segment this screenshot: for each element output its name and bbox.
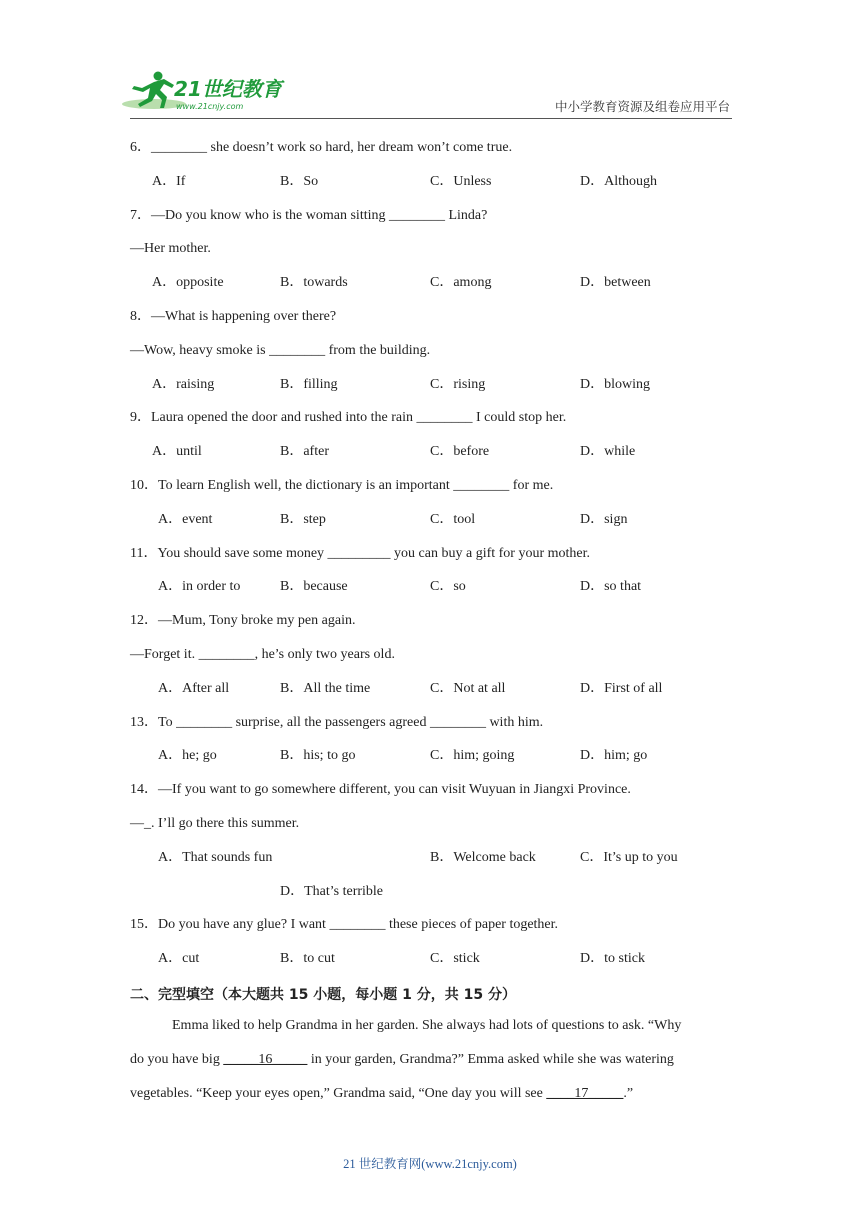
- option-b[interactable]: B．towards: [280, 275, 348, 291]
- dialog-line: —_. I’ll go there this summer.: [130, 816, 300, 831]
- blank-16: _____16_____: [223, 1052, 308, 1067]
- option-c[interactable]: C．so: [430, 579, 466, 595]
- question-stem: 12．—Mum, Tony broke my pen again.: [130, 613, 356, 629]
- option-d[interactable]: D．Although: [580, 173, 657, 189]
- option-c[interactable]: C．tool: [430, 511, 476, 527]
- option-c[interactable]: C．rising: [430, 376, 486, 392]
- passage-text: do you have big: [130, 1052, 224, 1067]
- passage-text: in your garden, Grandma?” Emma asked while she was watering: [307, 1052, 674, 1067]
- logo-subtext: www.21cnjy.com: [176, 102, 244, 111]
- option-a[interactable]: A．That sounds fun: [158, 849, 273, 865]
- question-stem: 11．You should save some money _________ you can buy a gift for your mother.: [130, 545, 591, 561]
- option-c[interactable]: C．Not at all: [430, 680, 506, 696]
- option-c[interactable]: C．stick: [430, 951, 480, 967]
- option-d[interactable]: D．to stick: [580, 951, 645, 967]
- question-stem: 13．To ________ surprise, all the passengers agreed ________ with him.: [130, 714, 544, 730]
- passage-line: [130, 1077, 732, 1111]
- option-b[interactable]: B．So: [280, 173, 319, 189]
- question-stem: 15．Do you have any glue? I want ________ these pieces of paper together.: [130, 917, 559, 933]
- option-c[interactable]: C．Unless: [430, 173, 492, 189]
- option-a[interactable]: A．raising: [152, 376, 215, 392]
- option-d[interactable]: D．blowing: [580, 376, 650, 392]
- option-d[interactable]: D．so that: [580, 579, 642, 595]
- option-a[interactable]: A．he; go: [158, 748, 217, 764]
- option-b[interactable]: B．after: [280, 444, 329, 460]
- option-a[interactable]: A．event: [158, 511, 213, 527]
- option-b[interactable]: B．All the time: [280, 680, 371, 696]
- option-a[interactable]: A．If: [152, 173, 186, 189]
- option-c[interactable]: C．among: [430, 275, 492, 291]
- option-a[interactable]: A．After all: [158, 680, 230, 696]
- blank-17: ____17_____: [546, 1086, 624, 1101]
- passage: [130, 1009, 732, 1111]
- option-d[interactable]: D．between: [580, 275, 651, 291]
- header-rule: [130, 118, 732, 119]
- passage-line: [130, 1043, 732, 1077]
- option-b[interactable]: B．his; to go: [280, 748, 356, 764]
- option-d[interactable]: D．First of all: [580, 680, 663, 696]
- option-b[interactable]: B．step: [280, 511, 326, 527]
- option-d[interactable]: D．sign: [580, 511, 628, 527]
- option-d[interactable]: D．That’s terrible: [280, 883, 384, 899]
- question-stem: 10．To learn English well, the dictionary is an important ________ for me.: [130, 478, 554, 493]
- option-b[interactable]: B．because: [280, 579, 348, 595]
- option-a[interactable]: A．opposite: [152, 275, 224, 291]
- dialog-line: —Wow, heavy smoke is ________ from the building.: [130, 342, 431, 358]
- option-b[interactable]: B．filling: [280, 376, 338, 392]
- logo-21cnjy: [120, 66, 290, 114]
- option-a[interactable]: A．in order to: [158, 579, 241, 595]
- option-c[interactable]: C．him; going: [430, 748, 515, 764]
- option-c[interactable]: C．before: [430, 444, 490, 460]
- option-c[interactable]: C．It’s up to you: [580, 849, 678, 865]
- platform-label: 中小学教育资源及组卷应用平台: [554, 100, 730, 114]
- page-footer: 21 世纪教育网(www.21cnjy.com): [343, 1157, 517, 1171]
- section-title: 二、完型填空（本大题共 15 小题，每小题 1 分，共 15 分）: [130, 987, 516, 1003]
- question-stem: 9．Laura opened the door and rushed into the rain ________ I could stop her.: [130, 410, 567, 426]
- option-b[interactable]: B．to cut: [280, 951, 335, 967]
- passage-text: .”: [623, 1086, 634, 1101]
- option-a[interactable]: A．cut: [158, 951, 200, 967]
- option-d[interactable]: D．while: [580, 444, 636, 460]
- option-d[interactable]: D．him; go: [580, 748, 648, 764]
- logo-text: 21世纪教育: [174, 77, 282, 101]
- passage-line: Emma liked to help Grandma in her garden. She always had lots of questions to ask. “Why: [172, 1018, 682, 1033]
- question-stem: 8．—What is happening over there?: [130, 309, 337, 324]
- dialog-line: —Forget it. ________, he’s only two years old.: [130, 647, 395, 662]
- question-stem: 7．—Do you know who is the woman sitting ________ Linda?: [130, 207, 488, 223]
- dialog-line: —Her mother.: [130, 241, 211, 257]
- question-stem: 14．—If you want to go somewhere different, you can visit Wuyuan in Jiangxi Province.: [130, 782, 631, 798]
- option-b[interactable]: B．Welcome back: [430, 849, 536, 865]
- passage-text: vegetables. “Keep your eyes open,” Grandma said, “One day you will see: [130, 1086, 547, 1101]
- option-a[interactable]: A．until: [152, 444, 202, 460]
- question-stem: 6．________ she doesn’t work so hard, her dream won’t come true.: [130, 140, 513, 155]
- page-header: [120, 66, 732, 114]
